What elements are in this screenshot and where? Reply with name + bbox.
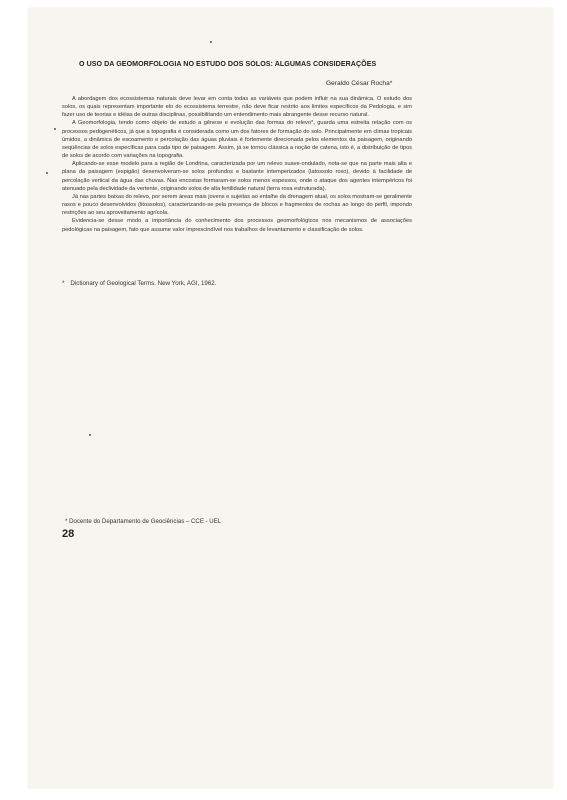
scan-speck bbox=[89, 434, 91, 436]
author-name: Geraldo César Rocha* bbox=[326, 80, 393, 87]
paragraph: A Geomorfologia, tendo como objeto de estudo a gênese e evolução das formas do relevo*, guarda uma estreita relação com os processos pedogenéticos, já que a topografia é considerada como um dos fatores de formação do solo. Principalmente em climas tropicais úmidos, a dinâmica de escoamento e percolação das águas pluviais é fortemente direcionada pelos elementos da paisagem, originando seqüências de solos específicas para cada tipo de paisagem. Assim, já se tornou clássica a noção de catena, isto é, a distribuição de tipos de solos de acordo com variações na topografia. bbox=[62, 120, 412, 160]
footnote-marker: * bbox=[62, 280, 65, 287]
footnote bbox=[62, 280, 216, 287]
article-title: O USO DA GEOMORFOLOGIA NO ESTUDO DOS SOLOS: ALGUMAS CONSIDERAÇÕES bbox=[79, 60, 377, 68]
author-affiliation-note: * Docente do Departamento de Geociências – CCE - UEL bbox=[65, 518, 222, 525]
scan-speck bbox=[210, 41, 212, 43]
page-number: 28 bbox=[62, 528, 75, 540]
article-body bbox=[62, 95, 412, 234]
paragraph: Evidencia-se desse modo a importância do conhecimento dos processos geomorfológicos nos mecanismos de associações pedológicas na paisagem, fato que assume valor imprescindível nos trabalhos de levantamento e classificação de solos. bbox=[62, 218, 412, 233]
paragraph: Aplicando-se esse modelo para a região de Londrina, caracterizada por um relevo suave-ondulado, nota-se que na parte mais alta e plana da paisagem (espigão) desenvolveram-se solos profundos e bastante intemperizados (latossolo roxo), devido à facilidade de percolação vertical da água das chuvas. Nas encostas formaram-se solos menos espessos, onde o ataque dos agentes intempéricos foi atenuado pela declividade da vertente, originando solos de alta fertilidade natural (terra roxa estruturada). bbox=[62, 161, 412, 192]
scan-speck bbox=[54, 128, 56, 130]
paragraph: A abordagem dos ecossistemas naturais deve levar em conta todas as variáveis que podem influir na sua dinâmica. O estudo dos solos, os quais representam importante elo do ecossistema terrestre, não deve ficar restrito aos limites específicos da Pedologia, e sim fazer uso de teorias e idéias de outras disciplinas, possibilitando um entendimento mais abrangente desse recurso natural. bbox=[62, 96, 412, 119]
scan-speck bbox=[46, 172, 48, 174]
paragraph: Já nas partes baixas do relevo, por serem áreas mais jovens e sujeitas ao entalhe da drenagem atual, os solos mostram-se geralmente rasos e pouco desenvolvidos (litossolos), caracterizando-se pela presença de blocos e fragmentos de rochas ao longo do perfil, impondo restrições ao seu aproveitamento agrícola. bbox=[62, 193, 412, 217]
footnote-text: Dictionary of Geological Terms. New York, AGI, 1962. bbox=[70, 280, 217, 287]
